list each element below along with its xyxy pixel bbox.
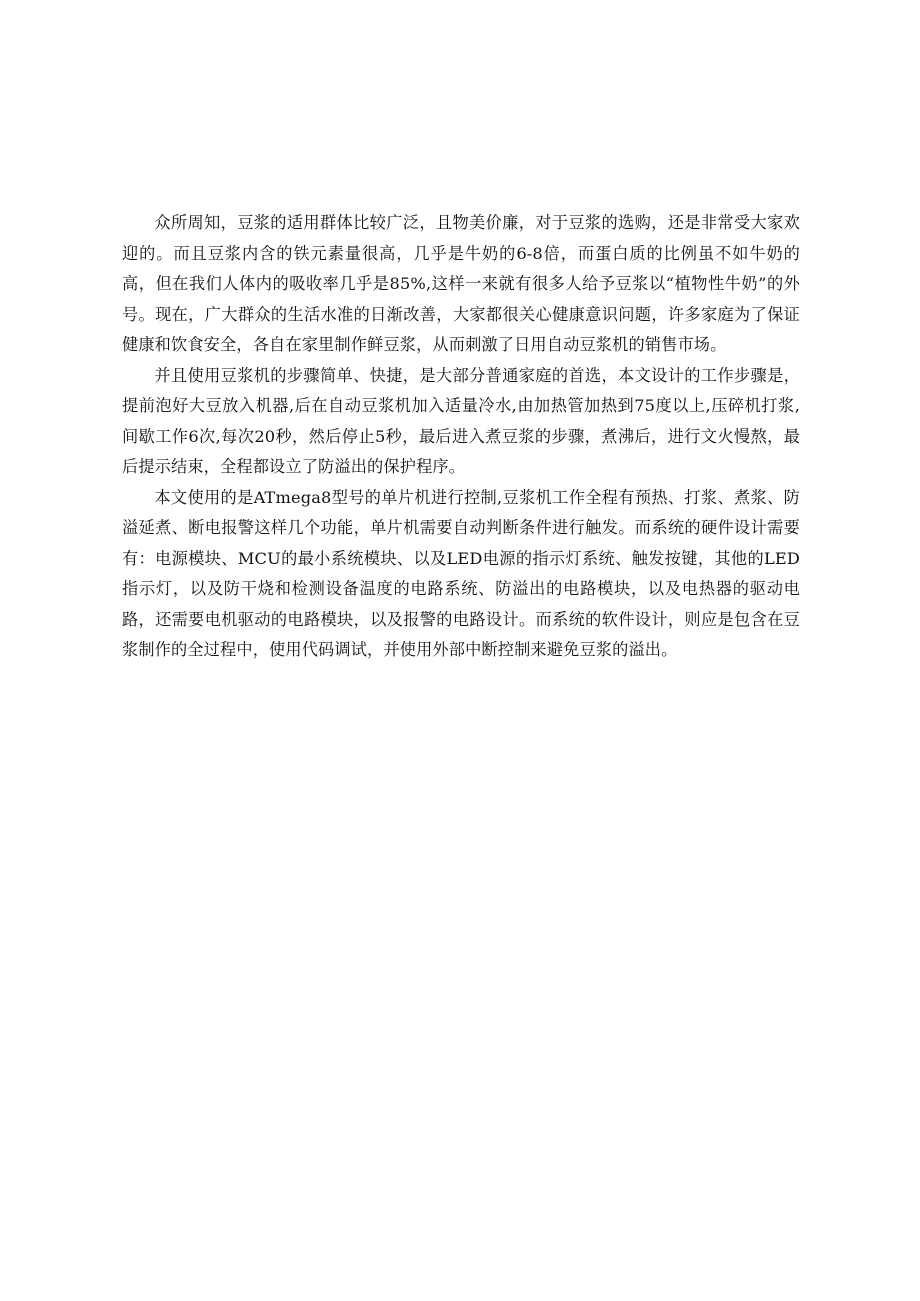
paragraph-3: 本文使用的是ATmega8型号的单片机进行控制,豆浆机工作全程有预热、打浆、煮浆、防溢延煮、断电报警这样几个功能，单片机需要自动判断条件进行触发。而系统的硬件设计需要有：电源模块、MCU的最小系统模块、以及LED电源的指示灯系统、触发按键，其他的LED指示灯，以及防干烧和检测设备温度的电路系统、防溢出的电路模块，以及电热器的驱动电路，还需要电机驱动的电路模块，以及报警的电路设计。而系统的软件设计，则应是包含在豆浆制作的全过程中，使用代码调试，并使用外部中断控制来避免豆浆的溢出。	[122, 487, 800, 659]
document-body	[122, 208, 800, 666]
paragraph-2: 并且使用豆浆机的步骤简单、快捷，是大部分普通家庭的首选，本文设计的工作步骤是，提前泡好大豆放入机器,后在自动豆浆机加入适量冷水,由加热管加热到75度以上,压碎机打浆,间歇工作6次,每次20秒，然后停止5秒，最后进入煮豆浆的步骤，煮沸后，进行文火慢熬，最后提示结束，全程都设立了防溢出的保护程序。	[122, 365, 800, 476]
paragraph-1: 众所周知，豆浆的适用群体比较广泛，且物美价廉，对于豆浆的选购，还是非常受大家欢迎的。而且豆浆内含的铁元素量很高，几乎是牛奶的6-8倍，而蛋白质的比例虽不如牛奶的高，但在我们人体内的吸收率几乎是85%,这样一来就有很多人给予豆浆以“植物性牛奶”的外号。现在，广大群众的生活水准的日渐改善，大家都很关心健康意识问题，许多家庭为了保证健康和饮食安全，各自在家里制作鲜豆浆，从而刺激了日用自动豆浆机的销售市场。	[122, 213, 800, 354]
